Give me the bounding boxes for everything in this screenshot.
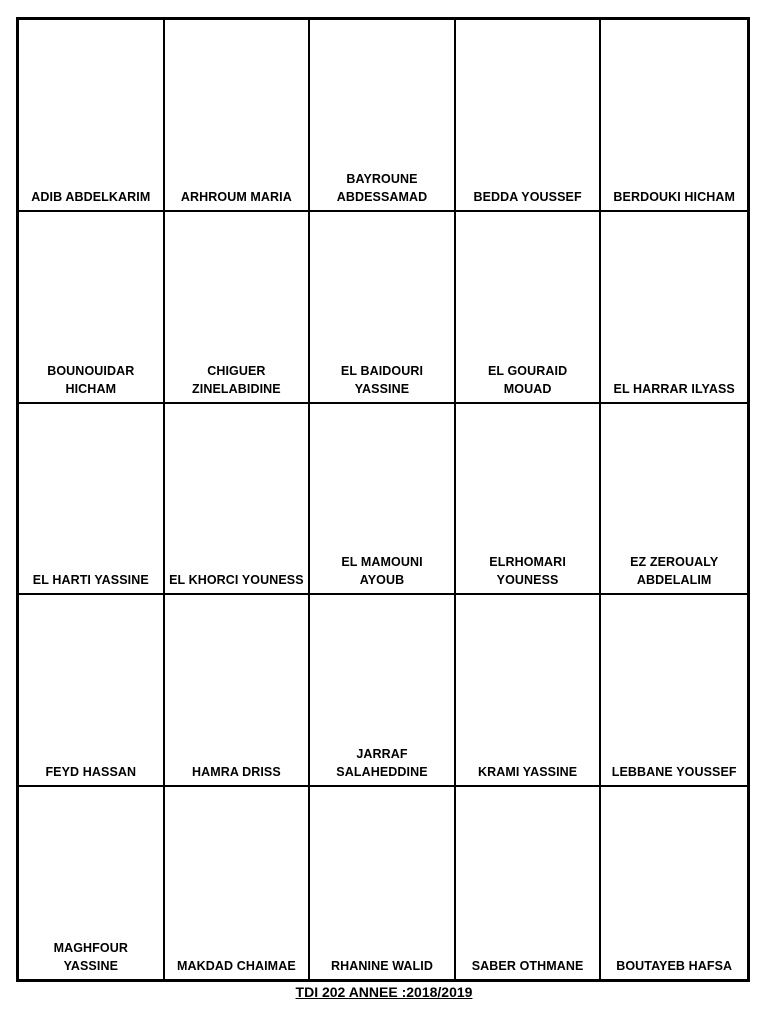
student-photo-cell (19, 404, 165, 596)
student-photo-cell (601, 212, 747, 404)
student-name (472, 957, 584, 975)
student-name-line: ABDESSAMAD (336, 189, 428, 204)
student-photo-cell (19, 787, 165, 979)
student-name-line: EL GOURAID (487, 363, 568, 378)
student-name-line: ABDELALIM (636, 573, 712, 588)
student-name-line: BOUTAYEB HAFSA (616, 959, 733, 973)
student-name (169, 571, 304, 589)
student-name (489, 553, 566, 589)
student-name (177, 957, 296, 975)
student-name (488, 362, 567, 398)
student-photo-cell (310, 212, 456, 404)
student-photo-cell (19, 20, 165, 212)
student-photo-cell (19, 595, 165, 787)
student-name-line: LEBBANE YOUSSEF (611, 765, 737, 780)
student-photo-cell (601, 20, 747, 212)
student-name (331, 957, 433, 975)
student-photo-cell (165, 787, 311, 979)
student-name-line: HICHAM (65, 381, 117, 396)
student-name (337, 170, 428, 206)
student-name-line: KRAMI YASSINE (477, 765, 578, 780)
student-photo-cell (310, 787, 456, 979)
student-name-line: CHIGUER (207, 363, 266, 378)
student-photo-cell (456, 212, 602, 404)
student-photo-cell (165, 212, 311, 404)
student-photo-cell (456, 20, 602, 212)
student-name-line: BERDOUKI HICHAM (613, 189, 736, 204)
student-photo-cell (456, 404, 602, 596)
student-name (33, 571, 149, 589)
student-photo-cell (310, 595, 456, 787)
student-name-line: EL BAIDOURI (340, 363, 424, 378)
student-name (45, 763, 136, 781)
student-photo-cell (310, 404, 456, 596)
student-name (612, 763, 737, 781)
student-name (341, 553, 422, 589)
class-year-caption: TDI 202 ANNEE :2018/2019 (295, 984, 473, 1000)
student-name-line: HAMRA DRISS (191, 765, 281, 780)
student-name (54, 939, 128, 975)
student-name-line: SALAHEDDINE (336, 765, 428, 780)
student-name-line: EZ ZEROUALY (630, 555, 719, 570)
student-name (336, 745, 427, 781)
student-name-line: ZINELABIDINE (192, 381, 281, 396)
student-name-line: EL MAMOUNI (341, 555, 423, 570)
student-name (341, 362, 423, 398)
student-photo-cell (601, 595, 747, 787)
student-name (47, 362, 134, 398)
student-name (614, 380, 735, 398)
photo-roster-grid (16, 17, 750, 982)
student-name-line: BOUNOUIDAR (47, 363, 135, 378)
student-name-line: ELRHOMARI (489, 555, 566, 570)
student-name-line: BAYROUNE (346, 171, 418, 186)
student-photo-cell (165, 20, 311, 212)
student-photo-cell (601, 787, 747, 979)
student-name-line: EL HARRAR ILYASS (613, 381, 735, 396)
student-photo-cell (601, 404, 747, 596)
student-name-line: RHANINE WALID (330, 959, 433, 973)
roster-footer (0, 984, 768, 1002)
student-name-line: MOUAD (503, 381, 552, 396)
student-name (473, 188, 581, 206)
student-name (192, 763, 281, 781)
student-name (192, 362, 281, 398)
student-name-line: FEYD HASSAN (45, 765, 137, 780)
student-name-line: EL KHORCI YOUNESS (169, 573, 304, 588)
student-name-line: MAKDAD CHAIMAE (177, 959, 296, 973)
student-photo-cell (165, 595, 311, 787)
student-name-line: AYOUB (359, 573, 405, 588)
student-name (630, 553, 718, 589)
student-name (181, 188, 292, 206)
student-name-line: YASSINE (354, 381, 410, 396)
student-name-line: BEDDA YOUSSEF (473, 189, 582, 204)
student-photo-cell (19, 212, 165, 404)
student-name-line: JARRAF (356, 747, 408, 762)
student-name-line: YASSINE (63, 959, 119, 973)
student-name (31, 188, 150, 206)
student-name (478, 763, 577, 781)
student-name (616, 957, 732, 975)
student-photo-cell (310, 20, 456, 212)
student-photo-cell (456, 787, 602, 979)
student-name-line: ARHROUM MARIA (180, 189, 292, 204)
student-name-line: YOUNESS (496, 573, 559, 588)
student-name-line: EL HARTI YASSINE (32, 573, 149, 588)
student-name-line: SABER OTHMANE (471, 959, 584, 973)
student-photo-cell (456, 595, 602, 787)
student-name (613, 188, 735, 206)
student-name-line: MAGHFOUR (53, 941, 128, 955)
student-photo-cell (165, 404, 311, 596)
student-name-line: ADIB ABDELKARIM (31, 189, 151, 204)
